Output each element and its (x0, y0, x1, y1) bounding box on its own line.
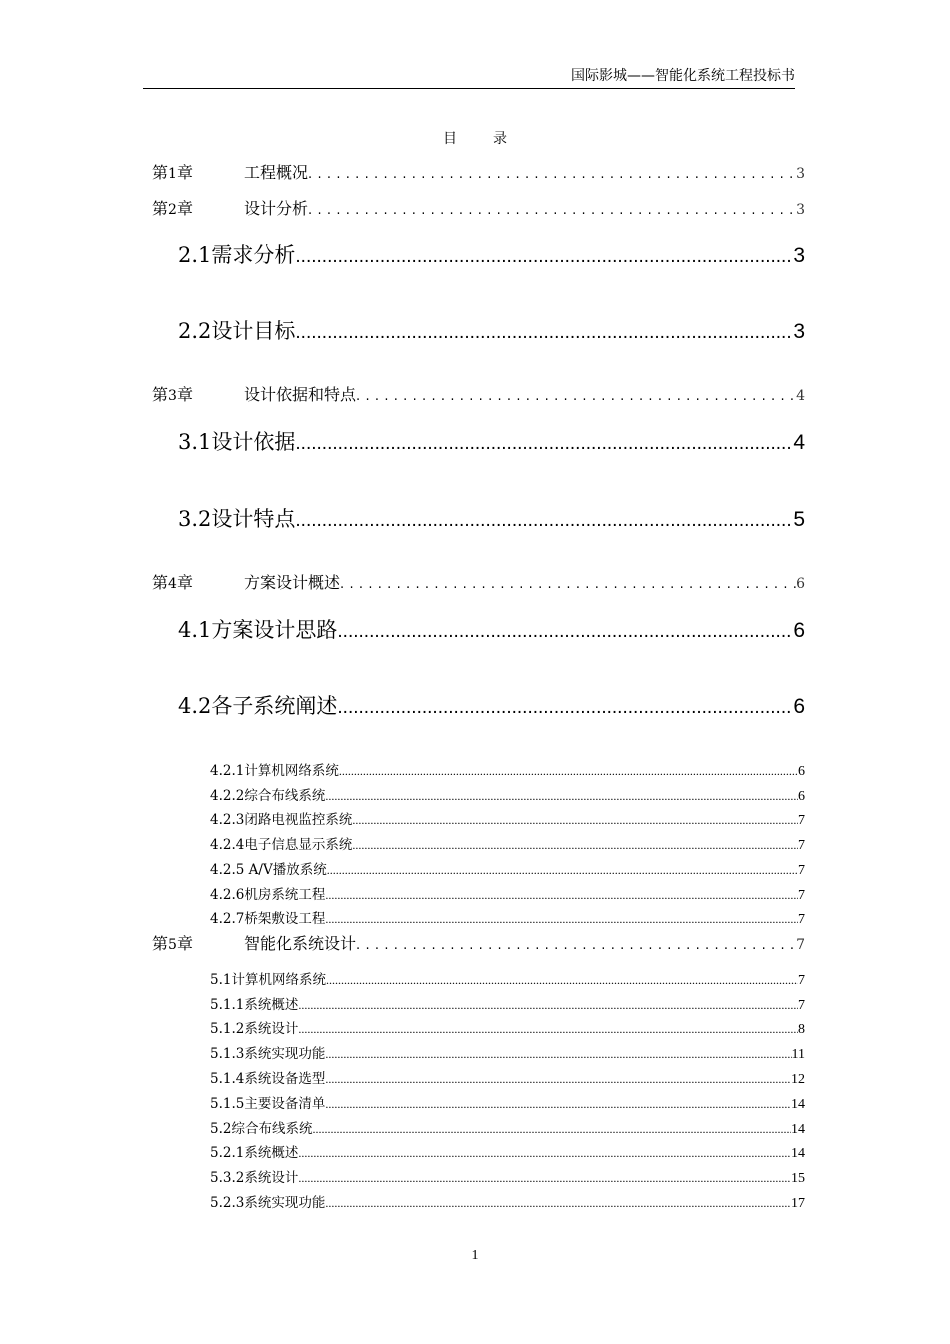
page-number: 7 (798, 888, 805, 903)
dot-leader (298, 1171, 791, 1186)
dot-leader (356, 389, 796, 404)
dot-leader (326, 973, 798, 988)
page-number: 7 (798, 838, 805, 853)
page-number: 3 (796, 202, 805, 218)
dot-leader (325, 912, 798, 927)
chapter-number: 第2章 (152, 199, 193, 218)
entry-label: 2.1需求分析 (178, 243, 296, 267)
toc-subsection-entry[interactable] (210, 1141, 805, 1162)
entry-label: 4.2.5 A/V播放系统 (210, 862, 327, 878)
dot-leader (340, 577, 796, 592)
entry-label: 设计依据和特点 (244, 385, 357, 404)
entry-label: 3.2设计特点 (178, 507, 296, 531)
chapter-number: 第3章 (152, 385, 193, 404)
chapter-number: 第4章 (152, 573, 193, 592)
toc-chapter-entry[interactable] (152, 382, 805, 405)
dot-leader (308, 203, 796, 218)
page-number: 6 (793, 695, 805, 718)
toc-subsection-entry[interactable] (210, 858, 805, 879)
dot-leader (352, 838, 798, 853)
toc-section-entry[interactable] (178, 503, 805, 533)
page-number: 3 (793, 320, 805, 343)
entry-label: 方案设计概述 (244, 573, 341, 592)
header-title: 国际影城——智能化系统工程投标书 (571, 68, 795, 84)
entry-label: 5.2.3系统实现功能 (210, 1195, 326, 1211)
toc-title (0, 128, 950, 148)
entry-label: 4.2.3闭路电视监控系统 (210, 812, 353, 828)
page-number: 15 (791, 1171, 805, 1186)
entry-label: 2.2设计目标 (178, 319, 296, 343)
dot-leader (298, 1022, 798, 1037)
toc-subsection-entry[interactable] (210, 1117, 805, 1138)
entry-label: 4.2.6机房系统工程 (210, 887, 326, 903)
dot-leader (352, 813, 798, 828)
toc-subsection-entry[interactable] (210, 833, 805, 854)
toc-title-part2: 录 (493, 131, 507, 147)
toc-subsection-entry[interactable] (210, 968, 805, 989)
dot-leader (337, 697, 793, 719)
dot-leader (298, 998, 798, 1013)
dot-leader (308, 167, 796, 182)
dot-leader (295, 510, 793, 532)
chapter-number: 第1章 (152, 163, 193, 182)
chapter-number: 第5章 (152, 934, 193, 953)
toc-subsection-entry[interactable] (210, 883, 805, 904)
page-number: 7 (798, 973, 805, 988)
entry-label: 智能化系统设计 (244, 934, 357, 953)
entry-label: 5.3.2系统设计 (210, 1170, 299, 1186)
entry-label: 4.2.7桥架敷设工程 (210, 911, 326, 927)
dot-leader (325, 1097, 791, 1112)
dot-leader (339, 764, 798, 779)
toc-subsection-entry[interactable] (210, 1042, 805, 1063)
toc-subsection-entry[interactable] (210, 808, 805, 829)
toc-section-entry[interactable] (178, 614, 805, 644)
toc-title-part1: 目 (443, 131, 457, 147)
toc-section-entry[interactable] (178, 690, 805, 720)
toc-subsection-entry[interactable] (210, 993, 805, 1014)
entry-label: 工程概况 (244, 163, 309, 182)
dot-leader (356, 938, 796, 953)
entry-label: 4.2各子系统阐述 (178, 694, 338, 718)
page-number: 7 (796, 937, 805, 953)
entry-label: 5.1计算机网络系统 (210, 972, 326, 988)
dot-leader (325, 1072, 791, 1087)
entry-label: 5.2综合布线系统 (210, 1121, 313, 1137)
dot-leader (295, 322, 793, 344)
page-number: 7 (798, 863, 805, 878)
dot-leader (325, 888, 798, 903)
dot-leader (298, 1146, 791, 1161)
toc-section-entry[interactable] (178, 315, 805, 345)
entry-label: 4.2.1计算机网络系统 (210, 763, 339, 779)
entry-label: 4.2.2综合布线系统 (210, 788, 326, 804)
page-number: 14 (791, 1146, 805, 1161)
dot-leader (325, 1047, 791, 1062)
entry-label: 5.1.4系统设备选型 (210, 1071, 326, 1087)
toc-subsection-entry[interactable] (210, 1067, 805, 1088)
entry-label: 5.1.3系统实现功能 (210, 1046, 326, 1062)
page-number: 14 (791, 1097, 805, 1112)
dot-leader (295, 246, 793, 268)
page-number: 14 (791, 1122, 805, 1137)
page-number: 6 (793, 619, 805, 642)
page-number: 11 (791, 1047, 805, 1062)
page-number: 4 (796, 388, 805, 404)
dot-leader (337, 621, 793, 643)
toc-chapter-entry[interactable] (152, 570, 805, 593)
toc-section-entry[interactable] (178, 239, 805, 269)
dot-leader (312, 1122, 791, 1137)
toc-subsection-entry[interactable] (210, 759, 805, 780)
dot-leader (325, 789, 798, 804)
entry-label: 5.2.1系统概述 (210, 1145, 299, 1161)
page-header (143, 66, 795, 89)
page-number: 7 (798, 912, 805, 927)
page-number: 6 (798, 789, 805, 804)
page-number: 3 (796, 166, 805, 182)
page-number: 8 (798, 1022, 805, 1037)
toc-subsection-entry[interactable] (210, 1017, 805, 1038)
page-number: 3 (793, 244, 805, 267)
page-number: 12 (791, 1072, 805, 1087)
page-number: 7 (798, 813, 805, 828)
toc-subsection-entry[interactable] (210, 784, 805, 805)
footer-page-number: 1 (471, 1248, 479, 1263)
toc-chapter-entry[interactable] (152, 160, 805, 183)
entry-label: 5.1.5主要设备清单 (210, 1096, 326, 1112)
dot-leader (327, 863, 798, 878)
entry-label: 5.1.2系统设计 (210, 1021, 299, 1037)
entry-label: 4.2.4电子信息显示系统 (210, 837, 353, 853)
page-footer (0, 1248, 950, 1264)
page-number: 5 (793, 508, 805, 531)
toc-chapter-entry[interactable] (152, 931, 805, 954)
toc-subsection-entry[interactable] (210, 907, 805, 928)
page-number: 17 (791, 1196, 805, 1211)
page-number: 6 (796, 576, 805, 592)
entry-label: 3.1设计依据 (178, 430, 296, 454)
dot-leader (295, 433, 793, 455)
page-number: 6 (798, 764, 805, 779)
toc-subsection-entry[interactable] (210, 1166, 805, 1187)
entry-label: 5.1.1系统概述 (210, 997, 299, 1013)
entry-label: 设计分析 (244, 199, 309, 218)
toc-subsection-entry[interactable] (210, 1092, 805, 1113)
toc-section-entry[interactable] (178, 426, 805, 456)
toc-chapter-entry[interactable] (152, 196, 805, 219)
page-number: 4 (793, 431, 805, 454)
toc-subsection-entry[interactable] (210, 1191, 805, 1212)
dot-leader (325, 1196, 791, 1211)
page-number: 7 (798, 998, 805, 1013)
entry-label: 4.1方案设计思路 (178, 618, 338, 642)
